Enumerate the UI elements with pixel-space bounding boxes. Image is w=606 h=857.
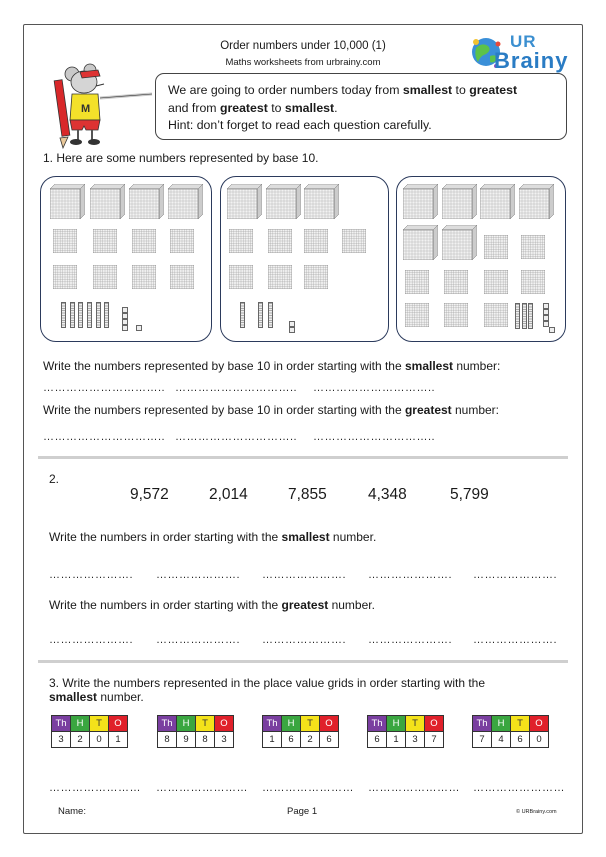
- pv-digit-cell: 4: [492, 732, 511, 748]
- hundred-flat: [229, 265, 251, 289]
- thousand-cube: [50, 184, 80, 214]
- q2-answer-line[interactable]: ………………….: [156, 634, 241, 646]
- page-number: Page 1: [287, 806, 318, 817]
- pv-header-cell: T: [90, 716, 109, 732]
- hundred-flat: [521, 235, 543, 259]
- hundred-flat: [444, 270, 466, 294]
- hundred-flat: [229, 229, 251, 253]
- pv-header-cell: H: [177, 716, 196, 732]
- section-divider: [38, 660, 568, 663]
- pv-digit-cell: 3: [52, 732, 71, 748]
- pv-header-cell: O: [215, 716, 234, 732]
- question-2-label: 2.: [49, 472, 60, 486]
- q2-answer-line[interactable]: ………………….: [473, 569, 558, 581]
- q2-answer-line[interactable]: ………………….: [473, 634, 558, 646]
- unit-cube: [289, 327, 295, 333]
- pv-header-cell: T: [406, 716, 425, 732]
- hundred-flat: [484, 235, 506, 259]
- hundred-flat: [304, 265, 326, 289]
- page-title: Order numbers under 10,000 (1): [220, 40, 386, 52]
- q2-number: 4,348: [368, 486, 407, 503]
- thousand-cube: [403, 225, 433, 255]
- pv-digit-cell: 9: [177, 732, 196, 748]
- q2-number: 9,572: [130, 486, 169, 503]
- hundred-flat: [132, 265, 154, 289]
- pv-digit-cell: 8: [196, 732, 215, 748]
- pv-header-cell: Th: [52, 716, 71, 732]
- speech-bubble: [155, 73, 567, 140]
- unit-cube: [549, 327, 555, 333]
- pv-header-cell: H: [492, 716, 511, 732]
- pv-header-cell: O: [530, 716, 549, 732]
- ten-rod: [61, 302, 66, 328]
- unit-cube: [122, 325, 128, 331]
- pv-digit-cell: 8: [158, 732, 177, 748]
- urbrainy-logo: [468, 30, 568, 75]
- ten-rod: [104, 302, 109, 328]
- pv-digit-cell: 6: [320, 732, 339, 748]
- q2-number: 7,855: [288, 486, 327, 503]
- hundred-flat: [521, 270, 543, 294]
- place-value-grid: [262, 715, 344, 751]
- ten-rod: [258, 302, 263, 328]
- q1-answer-line[interactable]: …………………………..: [313, 431, 436, 443]
- q1-answer-line[interactable]: …………………………..: [175, 382, 298, 394]
- hundred-flat: [268, 229, 290, 253]
- pv-digit-cell: 6: [282, 732, 301, 748]
- q3-answer-line[interactable]: ……………………: [262, 782, 354, 794]
- place-value-grid: [367, 715, 449, 751]
- pv-digit-cell: 3: [215, 732, 234, 748]
- q2-answer-line[interactable]: ………………….: [368, 569, 453, 581]
- ten-rod: [78, 302, 83, 328]
- q2-answer-line[interactable]: ………………….: [156, 569, 241, 581]
- hundred-flat: [342, 229, 364, 253]
- hundred-flat: [405, 303, 427, 327]
- q1-answer-line[interactable]: …………………………..: [43, 382, 166, 394]
- section-divider: [38, 456, 568, 459]
- hundred-flat: [484, 270, 506, 294]
- q1-answer-line[interactable]: …………………………..: [175, 431, 298, 443]
- q1-smallest-instruction: Write the numbers represented by base 10 in order starting with the smallest number:: [43, 359, 501, 373]
- place-value-grid: [472, 715, 554, 751]
- q1-greatest-instruction: Write the numbers represented by base 10 in order starting with the greatest number:: [43, 403, 500, 417]
- hundred-flat: [268, 265, 290, 289]
- hundred-flat: [93, 265, 115, 289]
- ten-rod: [96, 302, 101, 328]
- q2-number: 5,799: [450, 486, 489, 503]
- q3-answer-line[interactable]: ……………………: [473, 782, 565, 794]
- thousand-cube: [442, 225, 472, 255]
- copyright: © URBrainy.com: [516, 809, 557, 815]
- question-3-prompt: 3. Write the numbers represented in the place value grids in order starting with the: [49, 676, 486, 690]
- hundred-flat: [53, 265, 75, 289]
- pv-digit-cell: 7: [473, 732, 492, 748]
- pv-header-cell: T: [301, 716, 320, 732]
- hundred-flat: [170, 229, 192, 253]
- thousand-cube: [168, 184, 198, 214]
- mascot-shirt-letter: M: [81, 103, 91, 115]
- pv-header-cell: Th: [263, 716, 282, 732]
- logo-ur-text: UR: [510, 32, 537, 51]
- pv-digit-cell: 6: [368, 732, 387, 748]
- place-value-grid: [51, 715, 133, 751]
- q2-answer-line[interactable]: ………………….: [368, 634, 453, 646]
- logo-brainy-text: Brainy: [494, 48, 569, 73]
- q3-answer-line[interactable]: ……………………: [49, 782, 141, 794]
- pv-header-cell: H: [282, 716, 301, 732]
- thousand-cube: [129, 184, 159, 214]
- hundred-flat: [304, 229, 326, 253]
- hundred-flat: [170, 265, 192, 289]
- ten-rod: [87, 302, 92, 328]
- thousand-cube: [442, 184, 472, 214]
- pv-header-cell: Th: [158, 716, 177, 732]
- pv-digit-cell: 2: [71, 732, 90, 748]
- q1-answer-line[interactable]: …………………………..: [43, 431, 166, 443]
- mouse-mascot-illustration: [40, 60, 160, 150]
- q1-answer-line[interactable]: …………………………..: [313, 382, 436, 394]
- q2-number: 2,014: [209, 486, 248, 503]
- pv-digit-cell: 0: [530, 732, 549, 748]
- ten-rod: [528, 303, 533, 329]
- name-label: Name:: [58, 806, 86, 817]
- q2-greatest-instruction: Write the numbers in order starting with the greatest number.: [49, 598, 375, 612]
- q2-smallest-instruction: Write the numbers in order starting with the smallest number.: [49, 530, 377, 544]
- pv-digit-cell: 0: [90, 732, 109, 748]
- ten-rod: [268, 302, 273, 328]
- bubble-text: We are going to order numbers today from smallest to greatest and from greatest to smallest. Hint: don’t forget to read each question carefully.: [168, 83, 518, 132]
- pv-header-cell: H: [387, 716, 406, 732]
- pv-digit-cell: 7: [425, 732, 444, 748]
- thousand-cube: [90, 184, 120, 214]
- pv-header-cell: H: [71, 716, 90, 732]
- page-subtitle: Maths worksheets from urbrainy.com: [225, 57, 381, 68]
- thousand-cube: [304, 184, 334, 214]
- pv-digit-cell: 3: [406, 732, 425, 748]
- pv-digit-cell: 1: [387, 732, 406, 748]
- hundred-flat: [444, 303, 466, 327]
- ten-rod: [70, 302, 75, 328]
- unit-cube: [136, 325, 142, 331]
- hundred-flat: [484, 303, 506, 327]
- q2-answer-line[interactable]: ………………….: [49, 634, 134, 646]
- ten-rod: [240, 302, 245, 328]
- pv-digit-cell: 2: [301, 732, 320, 748]
- hundred-flat: [53, 229, 75, 253]
- question-1-prompt: 1. Here are some numbers represented by base 10.: [43, 151, 319, 165]
- q3-answer-line[interactable]: ……………………: [368, 782, 460, 794]
- pv-digit-cell: 1: [109, 732, 128, 748]
- question-3-prompt-line2: smallest number.: [49, 690, 144, 704]
- pv-header-cell: T: [196, 716, 215, 732]
- pv-header-cell: O: [320, 716, 339, 732]
- pv-header-cell: T: [511, 716, 530, 732]
- hundred-flat: [93, 229, 115, 253]
- pv-header-cell: Th: [473, 716, 492, 732]
- pv-digit-cell: 1: [263, 732, 282, 748]
- q3-answer-line[interactable]: ……………………: [156, 782, 248, 794]
- thousand-cube: [480, 184, 510, 214]
- ten-rod: [522, 303, 527, 329]
- q2-answer-line[interactable]: ………………….: [262, 634, 347, 646]
- thousand-cube: [227, 184, 257, 214]
- place-value-grid: [157, 715, 239, 751]
- q2-answer-line[interactable]: ………………….: [49, 569, 134, 581]
- pv-header-cell: Th: [368, 716, 387, 732]
- thousand-cube: [403, 184, 433, 214]
- thousand-cube: [266, 184, 296, 214]
- pv-header-cell: O: [425, 716, 444, 732]
- pv-digit-cell: 6: [511, 732, 530, 748]
- ten-rod: [515, 303, 520, 329]
- hundred-flat: [132, 229, 154, 253]
- pv-header-cell: O: [109, 716, 128, 732]
- thousand-cube: [519, 184, 549, 214]
- hundred-flat: [405, 270, 427, 294]
- q2-answer-line[interactable]: ………………….: [262, 569, 347, 581]
